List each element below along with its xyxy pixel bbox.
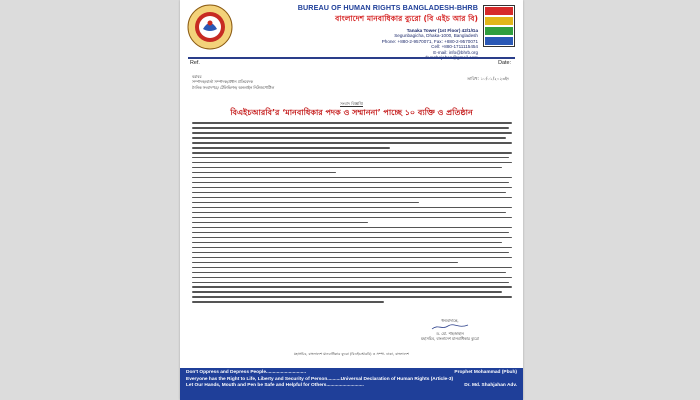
address-line-2: Segunbagicha, Dhaka-1000, Bangladesh <box>394 33 478 39</box>
org-name-english: BUREAU OF HUMAN RIGHTS BANGLADESH-BHRB <box>297 3 478 12</box>
paragraph <box>192 267 512 303</box>
paragraph <box>192 207 512 224</box>
address-line-3: Phone: +880-2-9570071, Fax: +880-2-9570071 <box>381 38 478 44</box>
letterhead <box>180 0 523 56</box>
letter-page <box>180 0 523 400</box>
org-name-bangla: বাংলাদেশ মানবাধিকার ব্যুরো (বি এইচ আর বি) <box>335 14 478 23</box>
footer-quote-2: Everyone has the Right to Life, Liberty and Security of Person..........Universal Declaration of Human Rights (Article-3) <box>186 376 454 382</box>
recipient-line-2: সম্পাদক/বার্তা সম্পাদক/প্রধান প্রতিবেদক <box>192 79 253 85</box>
paragraph <box>192 152 512 174</box>
date-label: Date: <box>498 60 511 66</box>
organization-logo <box>186 3 234 51</box>
paragraph <box>192 177 512 204</box>
footer-quote-1: Don't Oppress and Depress People.............................. <box>186 370 307 375</box>
footer-line-1 <box>186 370 517 377</box>
footer-quotes <box>180 368 523 400</box>
color-stripe-badge <box>483 5 515 47</box>
paragraph <box>192 122 512 149</box>
footer-line-3 <box>186 383 517 390</box>
organization-info <box>238 3 478 60</box>
paragraph <box>192 227 512 263</box>
contact-line: মহাসচিব, বাংলাদেশ মানবাধিকার ব্যুরো (বিএইচআরবি) ও সম্পা. ঢাকা, বাংলাদেশ <box>293 352 410 356</box>
signature-mark <box>395 323 505 331</box>
ref-label: Ref. <box>190 60 200 66</box>
recipient-line-1: বরাবর <box>192 74 202 79</box>
address-line-4: Cell: +880-1711115454 <box>431 44 478 50</box>
date-value: তারিখ: ১০/০১/২০২৩ইং <box>467 76 509 81</box>
footer-quote-3: Let Our Hands, Mouth and Pen be Safe and Helpful for Others............................ <box>186 383 364 389</box>
signatory-title: মহাসচিব, বাংলাদেশ মানবাধিকার ব্যুরো <box>420 336 479 341</box>
headline: বিএইচআরবি’র ‘মানবাধিকার পদক ও সম্মাননা’ পাচ্ছে ১০ ব্যক্তি ও প্রতিষ্ঠান <box>230 108 473 117</box>
header-divider <box>188 57 515 59</box>
signatory-name: ড. মো. শাহজাহান <box>436 331 464 336</box>
recipient-block <box>192 74 492 90</box>
address-line-5: E-mail: info@bhrb.org <box>433 49 478 55</box>
press-release-label: সংবাদ বিজ্ঞপ্তি <box>340 101 363 106</box>
footer-attribution-3: Dr. Md. Shahjahan Adv. <box>464 383 517 389</box>
footer-attribution-1: Prophet Mohammad (Pbuh) <box>454 370 517 375</box>
recipient-line-3: দৈনিক সংবাদপত্র/ টেলিভিশন/ অনলাইন নিউজপোর্টাল <box>192 84 275 90</box>
signature-block <box>395 318 505 341</box>
closing-text: ধন্যবাদান্তে, <box>441 318 459 323</box>
org-address <box>238 28 478 60</box>
address-line-1: Tanaka Tower (1st Floor) 42/1/Ga <box>406 28 478 33</box>
body-text <box>192 122 512 312</box>
